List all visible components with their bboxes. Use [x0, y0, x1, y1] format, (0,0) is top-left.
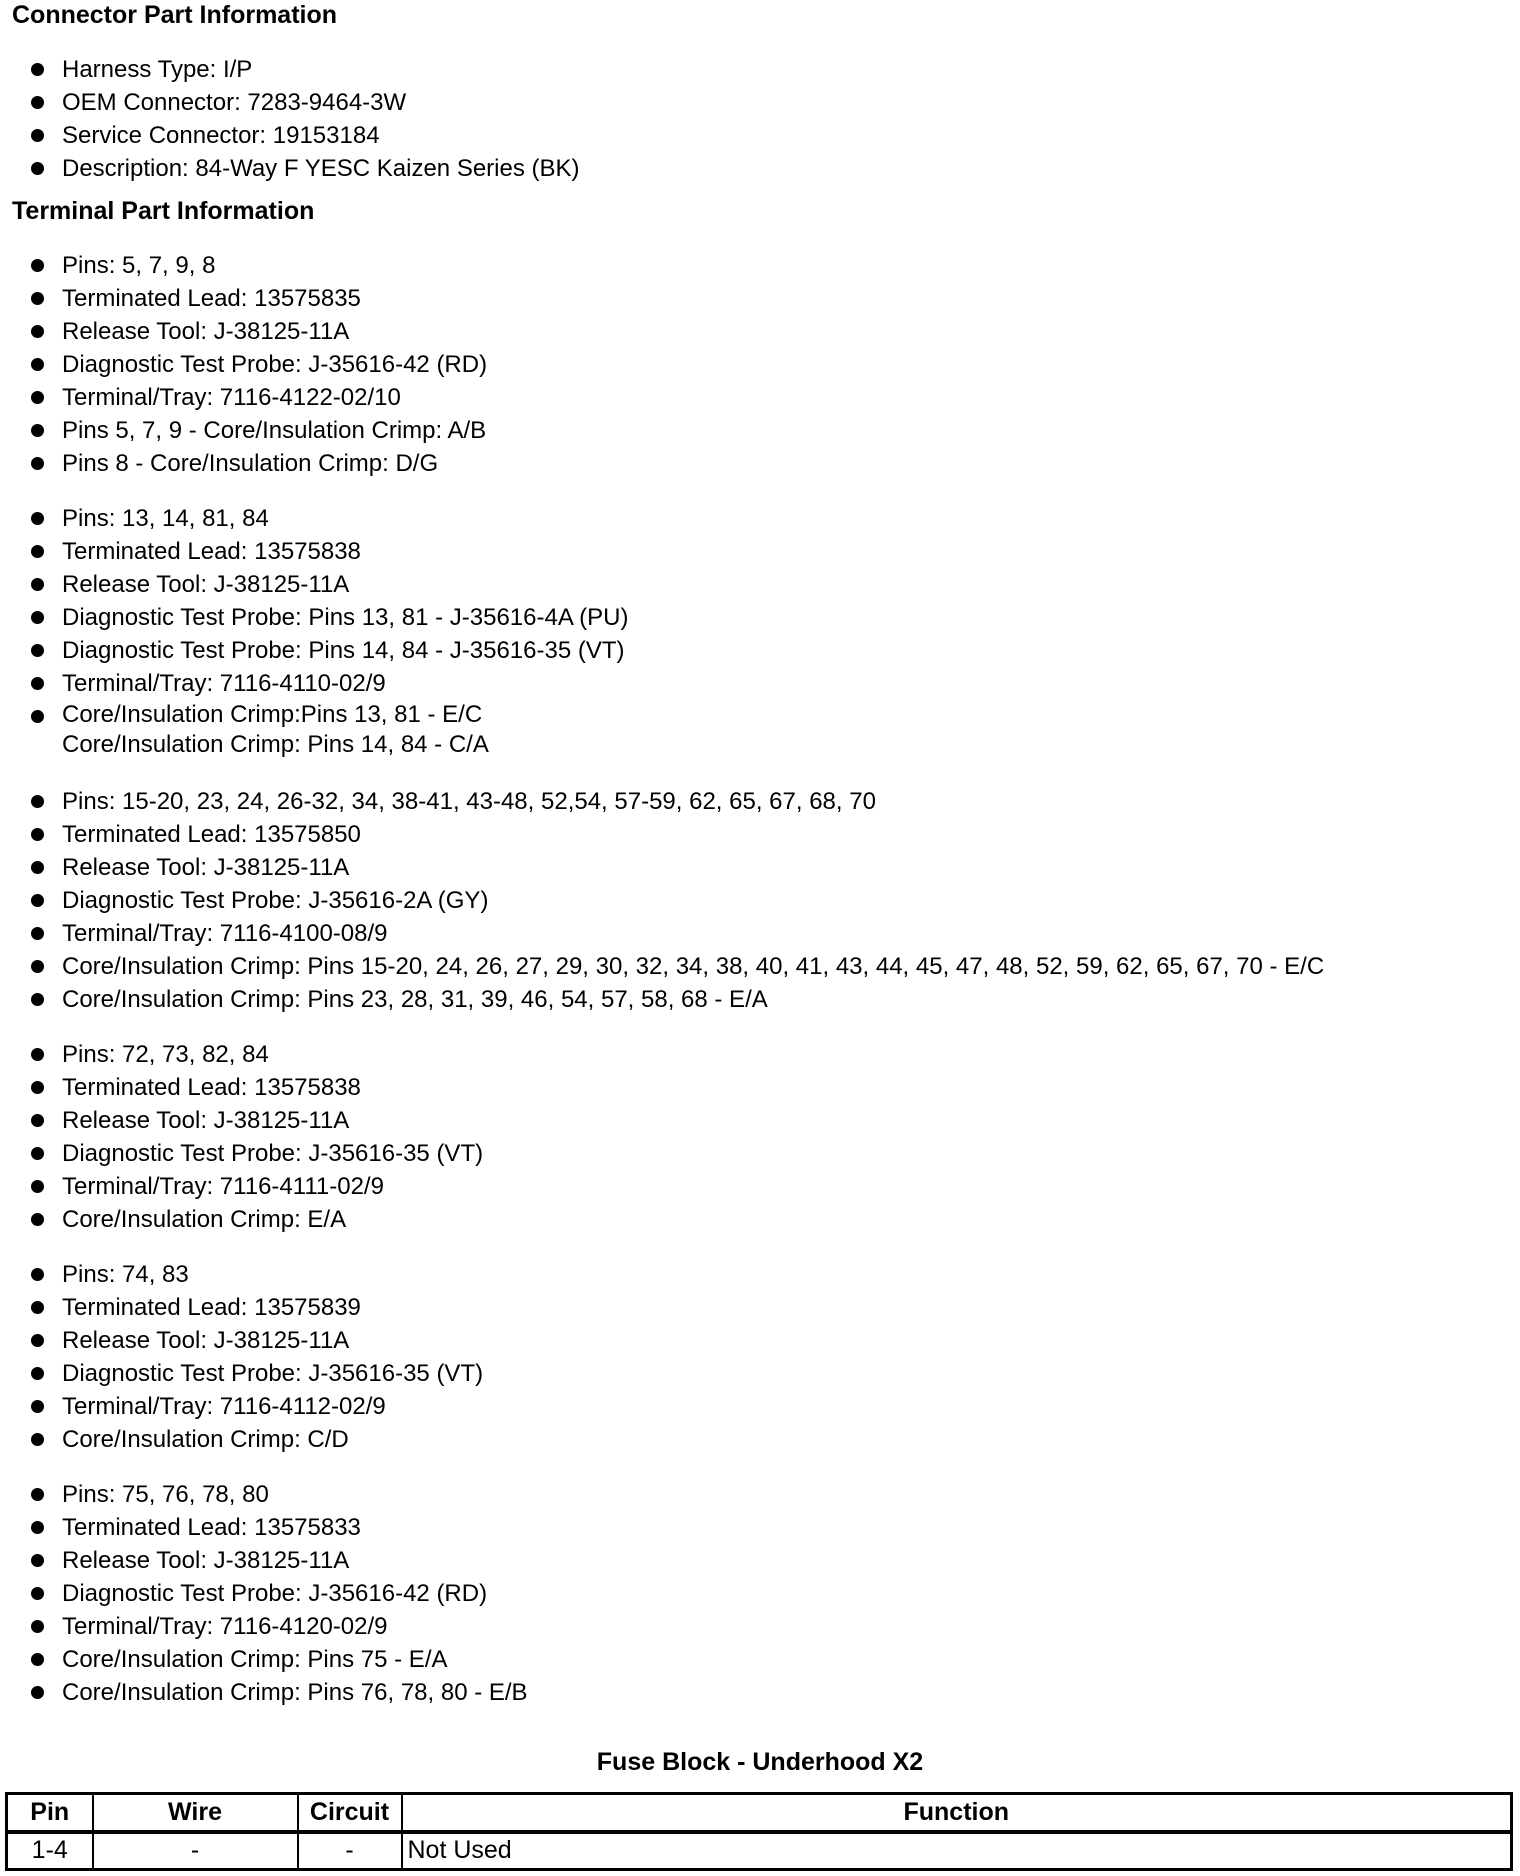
list-item: Core/Insulation Crimp: Pins 23, 28, 31, 39, 46, 54, 57, 58, 68 - E/A: [0, 983, 1324, 1016]
list-item: Pins 8 - Core/Insulation Crimp: D/G: [0, 447, 487, 480]
bullet-icon: [31, 960, 44, 973]
list-item: Release Tool: J-38125-11A: [0, 315, 487, 348]
header-wire: Wire: [93, 1794, 298, 1832]
connector-list: [0, 53, 580, 185]
list-item: Release Tool: J-38125-11A: [0, 1544, 528, 1577]
bullet-icon: [31, 1653, 44, 1666]
pinout-table: [5, 1792, 1513, 1871]
bullet-icon: [31, 1301, 44, 1314]
list-item: Diagnostic Test Probe: J-35616-42 (RD): [0, 1577, 528, 1610]
bullet-icon: [31, 457, 44, 470]
list-item: Diagnostic Test Probe: J-35616-35 (VT): [0, 1137, 483, 1170]
list-item: Description: 84-Way F YESC Kaizen Series (BK): [0, 152, 580, 185]
list-item: Terminal/Tray: 7116-4111-02/9: [0, 1170, 483, 1203]
list-item: Terminated Lead: 13575835: [0, 282, 487, 315]
bullet-icon: [31, 1367, 44, 1380]
bullet-icon: [31, 1268, 44, 1281]
bullet-icon: [31, 1147, 44, 1160]
bullet-icon: [31, 1114, 44, 1127]
bullet-icon: [31, 1488, 44, 1501]
list-item: Pins: 15-20, 23, 24, 26-32, 34, 38-41, 43-48, 52,54, 57-59, 62, 65, 67, 68, 70: [0, 785, 1324, 818]
list-item: Diagnostic Test Probe: J-35616-35 (VT): [0, 1357, 483, 1390]
list-item: Diagnostic Test Probe: Pins 14, 84 - J-35616-35 (VT): [0, 634, 629, 667]
list-item: Diagnostic Test Probe: J-35616-2A (GY): [0, 884, 1324, 917]
cell-circuit: -: [298, 1832, 402, 1870]
bullet-icon: [31, 424, 44, 437]
list-item: Release Tool: J-38125-11A: [0, 1324, 483, 1357]
list-item: Core/Insulation Crimp:Pins 13, 81 - E/C Core/Insulation Crimp: Pins 14, 84 - C/A: [0, 700, 629, 763]
bullet-icon: [31, 927, 44, 940]
list-item: Core/Insulation Crimp: Pins 75 - E/A: [0, 1643, 528, 1676]
bullet-icon: [31, 1081, 44, 1094]
list-item: Core/Insulation Crimp: C/D: [0, 1423, 483, 1456]
bullet-icon: [31, 1521, 44, 1534]
bullet-icon: [31, 63, 44, 76]
list-item-continuation: Core/Insulation Crimp: Pins 14, 84 - C/A: [62, 731, 489, 758]
terminal-group-5: [0, 1258, 483, 1456]
bullet-icon: [31, 391, 44, 404]
bullet-icon: [31, 1213, 44, 1226]
bullet-icon: [31, 1587, 44, 1600]
list-item: Pins: 5, 7, 9, 8: [0, 249, 487, 282]
list-item: Core/Insulation Crimp: E/A: [0, 1203, 483, 1236]
list-item: Terminal/Tray: 7116-4110-02/9: [0, 667, 629, 700]
bullet-icon: [31, 545, 44, 558]
terminal-heading: Terminal Part Information: [12, 197, 315, 225]
terminal-group-3: [0, 785, 1324, 1016]
list-item: Pins: 74, 83: [0, 1258, 483, 1291]
cell-wire: -: [93, 1832, 298, 1870]
bullet-icon: [31, 828, 44, 841]
table-header-row: [7, 1794, 1512, 1832]
list-item: Core/Insulation Crimp: Pins 15-20, 24, 26, 27, 29, 30, 32, 34, 38, 40, 41, 43, 44, 45, 47, 48, 52, 59, 62, 65, 67, 70 - E/C: [0, 950, 1324, 983]
list-item: Diagnostic Test Probe: Pins 13, 81 - J-35616-4A (PU): [0, 601, 629, 634]
table-row: [7, 1832, 1512, 1870]
list-item: Pins: 75, 76, 78, 80: [0, 1478, 528, 1511]
bullet-icon: [31, 162, 44, 175]
list-item: Terminal/Tray: 7116-4112-02/9: [0, 1390, 483, 1423]
bullet-icon: [31, 677, 44, 690]
bullet-icon: [31, 1334, 44, 1347]
terminal-group-6: [0, 1478, 528, 1709]
bullet-icon: [31, 358, 44, 371]
terminal-group-2: [0, 502, 629, 763]
bullet-icon: [31, 259, 44, 272]
bullet-icon: [31, 1554, 44, 1567]
list-item: OEM Connector: 7283-9464-3W: [0, 86, 580, 119]
bullet-icon: [31, 644, 44, 657]
bullet-icon: [31, 96, 44, 109]
header-function: Function: [402, 1794, 1512, 1832]
bullet-icon: [31, 325, 44, 338]
list-item: Terminated Lead: 13575833: [0, 1511, 528, 1544]
bullet-icon: [31, 795, 44, 808]
list-item: Release Tool: J-38125-11A: [0, 1104, 483, 1137]
terminal-group-4: [0, 1038, 483, 1236]
bullet-icon: [31, 1180, 44, 1193]
bullet-icon: [31, 1048, 44, 1061]
bullet-icon: [31, 1433, 44, 1446]
list-item: Diagnostic Test Probe: J-35616-42 (RD): [0, 348, 487, 381]
bullet-icon: [31, 861, 44, 874]
bullet-icon: [31, 894, 44, 907]
list-item: Release Tool: J-38125-11A: [0, 851, 1324, 884]
bullet-icon: [31, 1686, 44, 1699]
terminal-group-1: [0, 249, 487, 480]
bullet-icon: [31, 578, 44, 591]
list-item: Terminated Lead: 13575839: [0, 1291, 483, 1324]
bullet-icon: [31, 1620, 44, 1633]
list-item: Terminated Lead: 13575850: [0, 818, 1324, 851]
list-item: Pins: 13, 14, 81, 84: [0, 502, 629, 535]
list-item: Terminated Lead: 13575838: [0, 535, 629, 568]
header-pin: Pin: [7, 1794, 93, 1832]
list-item: Harness Type: I/P: [0, 53, 580, 86]
cell-function: Not Used: [402, 1832, 1512, 1870]
list-item: Pins 5, 7, 9 - Core/Insulation Crimp: A/B: [0, 414, 487, 447]
list-item: Pins: 72, 73, 82, 84: [0, 1038, 483, 1071]
bullet-icon: [31, 129, 44, 142]
list-item: Core/Insulation Crimp: Pins 76, 78, 80 - E/B: [0, 1676, 528, 1709]
bullet-icon: [31, 1400, 44, 1413]
bullet-icon: [31, 993, 44, 1006]
bullet-icon: [31, 292, 44, 305]
list-item: Terminal/Tray: 7116-4120-02/9: [0, 1610, 528, 1643]
header-circuit: Circuit: [298, 1794, 402, 1832]
bullet-icon: [31, 512, 44, 525]
bullet-icon: [31, 710, 44, 723]
list-item: Service Connector: 19153184: [0, 119, 580, 152]
bullet-icon: [31, 611, 44, 624]
list-item: Release Tool: J-38125-11A: [0, 568, 629, 601]
connector-heading: Connector Part Information: [12, 1, 338, 29]
cell-pin: 1-4: [7, 1832, 93, 1870]
table-title: Fuse Block - Underhood X2: [596, 1748, 924, 1776]
list-item: Terminated Lead: 13575838: [0, 1071, 483, 1104]
list-item: Terminal/Tray: 7116-4100-08/9: [0, 917, 1324, 950]
list-item: Terminal/Tray: 7116-4122-02/10: [0, 381, 487, 414]
